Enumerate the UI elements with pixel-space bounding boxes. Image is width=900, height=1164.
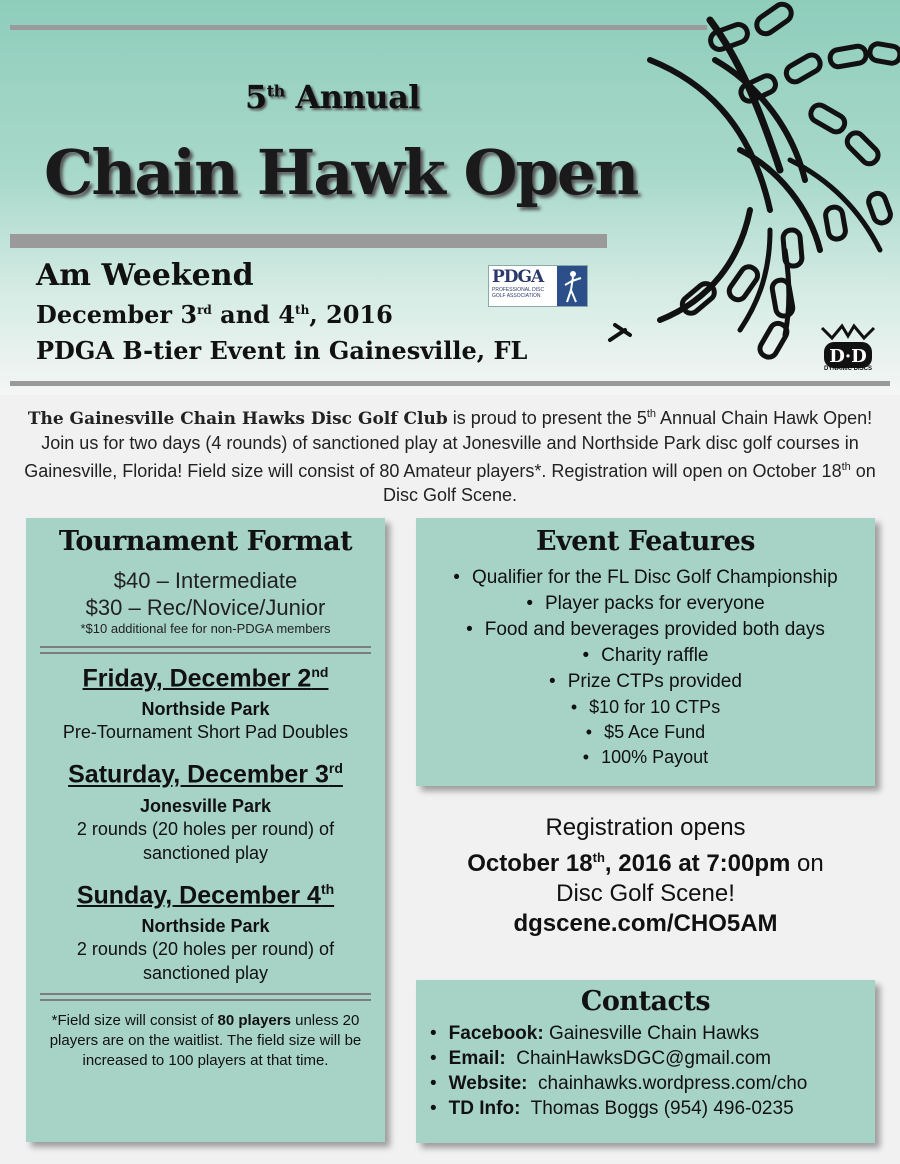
features-list xyxy=(416,565,875,770)
contact-facebook[interactable]: • Facebook: Gainesville Chain Hawks xyxy=(430,1023,760,1044)
dynamic-discs-label: DYNAMIC DISCS xyxy=(823,366,872,372)
divider xyxy=(40,993,371,1001)
club-name: The Gainesville Chain Hawks Disc Golf Club xyxy=(27,409,448,429)
intro-paragraph: The Gainesville Chain Hawks Disc Golf Club is proud to present the 5th Annual Chain Hawk Open! Join us for two days (4 rounds) of sanctioned play at Jonesville and Northside Park disc golf courses in Gainesville, Florida! Field size will consist of 80 Amateur players*. Registration will open on October 18th on Disc Golf Scene. xyxy=(24,408,876,505)
list-item: • Food and beverages provided both days xyxy=(466,619,825,640)
contact-email[interactable]: • Email: ChainHawksDGC@gmail.com xyxy=(430,1048,771,1069)
list-item: • Player packs for everyone xyxy=(526,593,765,614)
list-item: • Qualifier for the FL Disc Golf Championship xyxy=(453,567,838,588)
contact-website[interactable]: • Website: chainhawks.wordpress.com/cho xyxy=(430,1073,808,1094)
event-features-title: Event Features xyxy=(535,526,756,557)
registration-line1: Registration opens xyxy=(545,814,746,841)
registration-date-line: October 18th, 2016 at 7:00pm on xyxy=(467,850,824,877)
divider xyxy=(40,646,371,654)
list-item: • 100% Payout xyxy=(582,747,709,767)
registration-info xyxy=(416,813,875,939)
list-item: • Charity raffle xyxy=(582,645,709,666)
contacts-title: Contacts xyxy=(580,986,711,1017)
list-item: • $10 for 10 CTPs xyxy=(570,697,721,717)
list-item: • Prize CTPs provided xyxy=(549,671,742,692)
contacts-panel xyxy=(416,980,875,1143)
contact-td-info: • TD Info: Thomas Boggs (954) 496-0235 xyxy=(430,1098,794,1119)
desc-sunday: 2 rounds (20 holes per round) of sanctioned play xyxy=(76,938,335,983)
event-subtitle: Am Weekend xyxy=(36,258,254,293)
tournament-format-panel xyxy=(26,518,385,1142)
registration-line3: Disc Golf Scene! xyxy=(556,880,735,907)
day-heading-friday: Friday, December 2nd xyxy=(82,664,329,693)
svg-text:D·D: D·D xyxy=(829,346,867,367)
park-friday: Northside Park xyxy=(141,699,270,720)
day-heading-saturday: Saturday, December 3rd xyxy=(68,760,343,789)
event-title: Chain Hawk Open xyxy=(44,136,638,209)
registration-url-link[interactable]: dgscene.com/CHO5AM xyxy=(513,910,778,937)
field-size-note: *Field size will consist of 80 players unless 20 players are on the waitlist. The field size will be increased to 100 players at that time. xyxy=(49,1011,362,1069)
tournament-format-title: Tournament Format xyxy=(58,526,353,557)
header-bottom-rule xyxy=(10,381,890,386)
event-features-panel xyxy=(416,518,875,786)
pdga-logo-subtext: PROFESSIONAL DISC GOLF ASSOCIATION xyxy=(492,287,545,299)
park-saturday: Jonesville Park xyxy=(139,795,272,816)
park-sunday: Northside Park xyxy=(141,915,270,936)
fee-note: *$10 additional fee for non-PDGA members xyxy=(80,621,331,636)
price-intermediate: $40 – Intermediate xyxy=(113,568,298,593)
pdga-thrower-icon xyxy=(557,266,587,306)
list-item: • $5 Ace Fund xyxy=(585,722,706,742)
contacts-list xyxy=(416,1021,875,1121)
desc-saturday: 2 rounds (20 holes per round) of sanctioned play xyxy=(76,818,335,863)
pdga-logo xyxy=(488,265,588,307)
price-rec-novice-junior: $30 – Rec/Novice/Junior xyxy=(85,595,326,620)
desc-friday: Pre-Tournament Short Pad Doubles xyxy=(62,722,349,743)
annual-label: 5th Annual xyxy=(245,78,420,116)
event-tier: PDGA B-tier Event in Gainesville, FL xyxy=(36,336,528,365)
pdga-logo-text: PDGA xyxy=(492,267,544,287)
title-rule xyxy=(10,234,607,248)
event-dates: December 3rd and 4th, 2016 xyxy=(36,300,393,329)
day-heading-sunday: Sunday, December 4th xyxy=(76,880,335,909)
